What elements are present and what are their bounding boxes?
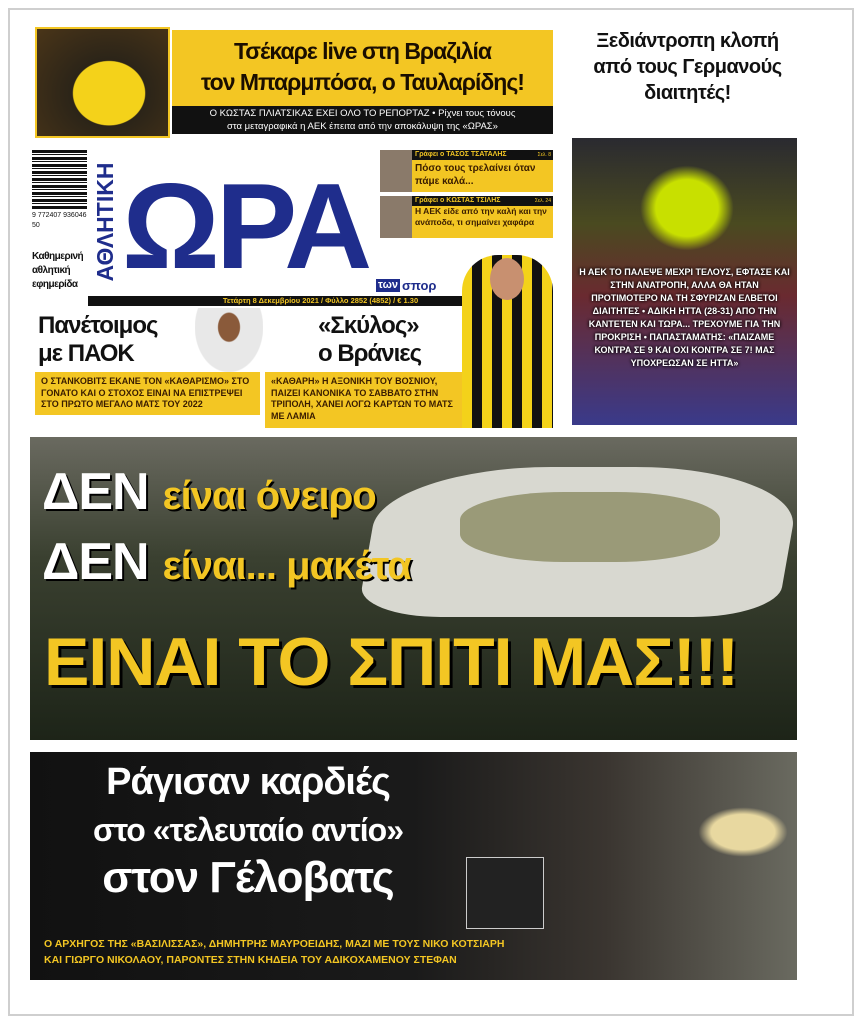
story-mid-headline-2: ο Βράνιες [318,340,422,367]
handball-photo [572,138,797,425]
top-sub-line1: Ο ΚΩΣΤΑΣ ΠΛΙΑΤΣΙΚΑΣ ΕΧΕΙ ΟΛΟ ΤΟ ΡΕΠΟΡΤΑΖ • Ρίχνει τους τόνους [209,108,516,119]
main-line-1 [42,462,376,526]
bottom-headline-3: στον Γέλοβατς [102,853,394,902]
tagline-line-3: εφημερίδα [32,279,78,290]
column-page: Σελ. 8 [537,152,551,158]
top-banner-headline [172,30,553,106]
main-line-1-a: ΔΕΝ [42,463,149,521]
bottom-headline-2: στο «τελευταίο αντίο» [93,812,403,848]
bottom-caption-1: Ο ΑΡΧΗΓΟΣ ΤΗΣ «ΒΑΣΙΛΙΣΣΑΣ», ΔΗΜΗΤΡΗΣ ΜΑΥΡΟΕΙΔΗΣ, ΜΑΖΙ ΜΕ ΤΟΥΣ ΝΙΚΟ ΚΟΤΣΙΑΡΗ [44,938,505,950]
top-headline-line1: Τσέκαρε live στη Βραζιλία [233,38,492,64]
column-byline: Γράφει ο ΚΩΣΤΑΣ ΤΣΙΛΗΣ [415,197,501,204]
story-mid-headline-1: «Σκύλος» [318,312,419,339]
barcode [32,150,87,210]
masthead-logo: ΩΡΑ [122,158,369,294]
story-mid-text: «ΚΑΘΑΡΗ» Η ΑΞΟΝΙΚΗ ΤΟΥ ΒΟΣΝΙΟΥ, ΠΑΙΖΕΙ ΚΑΝΟΝΙΚΑ ΤΟ ΣΑΒΒΑΤΟ ΣΤΗΝ ΤΡΙΠΟΛΗ, ΧΑΝΕΙ ΛΟΓΩ ΚΑΡΤΩΝ ΤΟ ΜΑΤΣ ΜΕ ΛΑΜΙΑ [271,376,453,421]
issue-code: 50 [32,222,40,229]
masthead-suffix-2: σπορ [402,278,437,293]
masthead-suffix-1: των [378,279,399,291]
story-left-text: Ο ΣΤΑΝΚΟΒΙΤΣ ΕΚΑΝΕ ΤΟΝ «ΚΑΘΑΡΙΣΜΟ» ΣΤΟ ΓΟΝΑΤΟ ΚΑΙ Ο ΣΤΟΧΟΣ ΕΙΝΑΙ ΝΑ ΕΠΙΣΤΡΕΨΕΙ ΣΤΟ ΠΡΩΤΟ ΜΕΓΑΛΟ ΜΑΤΣ ΤΟΥ 2022 [35,372,260,415]
bottom-story-photo [30,752,797,980]
flowers [698,807,788,857]
player-photo-barbosa [35,27,170,138]
story-mid-headline [318,312,421,368]
main-line-2-a: ΔΕΝ [42,533,149,591]
bottom-caption-2: ΚΑΙ ΓΙΩΡΓΟ ΝΙΚΟΛΑΟΥ, ΠΑΡΟΝΤΕΣ ΣΤΗΝ ΚΗΔΕΙΑ ΤΟΥ ΑΔΙΚΟΧΑΜΕΝΟΥ ΣΤΕΦΑΝ [44,954,457,966]
tagline-line-1: Καθημερινή [32,251,84,262]
main-story-photo [30,437,797,740]
bottom-headline [38,758,458,902]
bottom-caption [44,936,504,968]
tagline [32,250,83,292]
right-story-headline: Ξεδιάντροπη κλοπή από τους Γερμανούς διαιτητές! [593,30,782,104]
main-line-3: ΕΙΝΑΙ ΤΟ ΣΠΙΤΙ ΜΑΣ!!! [44,624,738,700]
column-byline: Γράφει ο ΤΑΣΟΣ ΤΣΑΤΑΛΗΣ [415,151,507,158]
main-line-1-b: είναι όνειρο [162,474,376,518]
inset-photo [466,857,544,929]
column-box-1[interactable] [380,150,553,192]
story-left-headline [38,312,157,368]
barcode-number: 9 772407 936046 [32,212,87,219]
story-left-headline-1: Πανέτοιμος [38,312,158,339]
top-headline-line2: τον Μπαρμπόσα, ο Ταυλαρίδης! [201,69,524,95]
handball-player [632,158,742,258]
dateline: Τετάρτη 8 Δεκεμβρίου 2021 / Φύλλο 2852 (4852) / € 1.30 [88,296,553,306]
main-line-2 [42,532,411,596]
columnist-photo [380,196,412,238]
bottom-headline-1: Ράγισαν καρδιές [106,761,390,803]
column-box-2[interactable] [380,196,553,238]
column-page: Σελ. 24 [534,198,551,204]
story-left-headline-2: με ΠΑΟΚ [38,340,134,367]
columnist-photo [380,150,412,192]
handball-caption: Η ΑΕΚ ΤΟ ΠΑΛΕΨΕ ΜΕΧΡΙ ΤΕΛΟΥΣ, ΕΦΤΑΣΕ ΚΑΙ ΣΤΗΝ ΑΝΑΤΡΟΠΗ, ΑΛΛΑ ΘΑ ΗΤΑΝ ΠΡΟΤΙΜΟΤΕΡΟ ΝΑ ΤΗ ΣΦΥΡΙΖΑΝ ΕΛΒΕΤΟΙ ΔΙΑΙΤΗΤΕΣ • ΑΔΙΚΗ ΗΤΤΑ (28-31) ΑΠΟ ΤΗΝ ΚΑΝΤΕΤΕΝ ΚΑΙ ΤΩΡΑ... ΤΡΕΧΟΥΜΕ ΓΙΑ ΤΗΝ ΠΡΟΚΡΙΣΗ • ΠΑΠΑΣΤΑΜΑΤΗΣ: «ΠΑΙΖΑΜΕ ΚΟΝΤΡΑ ΣΕ 9 ΚΑΙ ΟΧΙ ΚΟΝΤΡΑ ΣΕ 7! ΜΑΣ ΥΠΟΧΡΕΩΣΑΝ ΣΕ ΗΤΤΑ» [579,267,790,368]
stadium-pitch [460,492,720,562]
top-banner-sub [172,106,553,134]
player-head [490,258,524,300]
column-title: Πόσο τους τρελαίνει όταν πάμε καλά... [412,160,553,192]
masthead-vertical-label: ΑΘΛΗΤΙΚΗ [92,162,118,282]
column-title: Η ΑΕΚ είδε από την καλή και την ανάποδα, τι σημαίνει χαφάρα [412,206,553,238]
top-sub-line2: στα μεταγραφικά η ΑΕΚ έπειτα από την αποκάλυψη της «ΩΡΑΣ» [227,121,498,132]
main-line-2-b: είναι... μακέτα [162,544,411,588]
tagline-line-2: αθλητική [32,265,71,276]
player-photo-stankovic [195,308,263,372]
